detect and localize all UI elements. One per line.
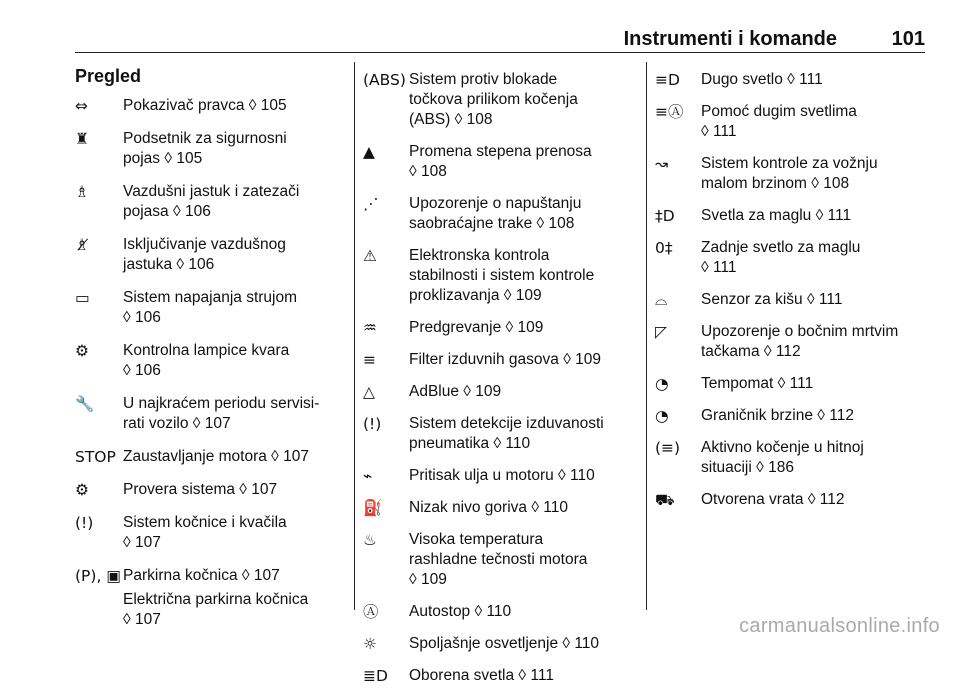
front-fog-light-icon: ‡D xyxy=(655,207,675,225)
indicator-description xyxy=(409,602,511,622)
indicator-entry xyxy=(655,206,898,226)
description-line: Pritisak ulja u motoru ◊ 110 xyxy=(409,467,595,484)
description-line: Autostop ◊ 110 xyxy=(409,603,512,620)
indicator-entry xyxy=(363,194,604,234)
indicator-entry xyxy=(75,129,343,169)
stability-control-icon: ⚠ xyxy=(363,247,377,265)
cruise-control-icon: ↝ xyxy=(655,155,668,173)
description-line: Predgrevanje ◊ 109 xyxy=(409,319,544,336)
description-line: Pomoć dugim svetlima xyxy=(701,103,857,120)
description-line: Tempomat ◊ 111 xyxy=(701,375,814,392)
description-line: Graničnik brzine ◊ 112 xyxy=(701,407,854,424)
indicator-description xyxy=(701,406,854,426)
indicator-entry xyxy=(75,182,343,222)
description-line: Senzor za kišu ◊ 111 xyxy=(701,291,843,308)
description-line: Filter izduvnih gasova ◊ 109 xyxy=(409,351,602,368)
adblue-icon: △ xyxy=(363,383,375,401)
airbag-off-icon: ♗̸ xyxy=(75,236,89,254)
description-line: Sistem protiv blokade xyxy=(409,71,558,88)
indicator-entry xyxy=(655,154,898,194)
indicator-entry xyxy=(655,406,898,426)
description-line: Dugo svetlo ◊ 111 xyxy=(701,71,823,88)
service-wrench-icon: 🔧 xyxy=(75,395,95,413)
tire-pressure-icon: (!) xyxy=(363,415,382,433)
indicator-entry xyxy=(363,70,604,130)
indicator-description xyxy=(701,374,813,394)
rain-sensor-icon: ⌓ xyxy=(655,291,668,309)
entry-list-1 xyxy=(75,96,343,643)
indicator-entry xyxy=(363,530,604,590)
description-line: Pokazivač pravca ◊ 105 xyxy=(123,97,287,114)
tempomat-icon: ◔ xyxy=(655,375,669,393)
rear-fog-light-icon: 0‡ xyxy=(655,239,673,257)
description-line: pneumatika ◊ 110 xyxy=(409,435,531,452)
turn-signal-icon: ⇔ xyxy=(75,97,88,115)
description-line: ◊ 111 xyxy=(701,259,737,276)
description-line: ◊ 107 xyxy=(123,534,161,551)
indicator-entry xyxy=(363,414,604,454)
description-line: (ABS) ◊ 108 xyxy=(409,111,493,128)
indicator-description xyxy=(701,206,851,226)
high-beam-icon: ≡D xyxy=(655,71,680,89)
indicator-description xyxy=(701,238,860,278)
indicator-description xyxy=(701,322,898,362)
column-1 xyxy=(75,62,343,628)
indicator-description xyxy=(409,194,581,234)
lane-departure-icon: ⋰ xyxy=(363,195,379,213)
page-header xyxy=(75,22,925,53)
description-line: Elektronska kontrola xyxy=(409,247,550,264)
description-line: Visoka temperatura xyxy=(409,531,544,548)
exterior-light-icon: ☼ xyxy=(363,635,377,653)
door-open-icon: ⛟ xyxy=(655,491,675,509)
indicator-entry xyxy=(75,394,343,434)
indicator-entry xyxy=(75,447,343,467)
description-line: malom brzinom ◊ 108 xyxy=(701,175,850,192)
indicator-entry xyxy=(363,142,604,182)
indicator-description xyxy=(409,530,587,590)
indicator-entry xyxy=(363,382,604,402)
description-line: Parkirna kočnica ◊ 107 xyxy=(123,567,280,584)
description-line: rati vozilo ◊ 107 xyxy=(123,415,231,432)
indicator-entry xyxy=(363,350,604,370)
description-line: pojasa ◊ 106 xyxy=(123,203,211,220)
battery-icon: ▭ xyxy=(75,289,90,307)
description-line: U najkraćem periodu servisi- xyxy=(123,395,320,412)
indicator-description xyxy=(409,466,595,486)
indicator-entry xyxy=(655,290,898,310)
description-line: Nizak nivo goriva ◊ 110 xyxy=(409,499,569,516)
brake-clutch-icon: (!) xyxy=(75,514,94,532)
indicator-description xyxy=(123,288,297,328)
indicator-entry xyxy=(363,246,604,306)
description-line: Aktivno kočenje u hitnoj xyxy=(701,439,864,456)
indicator-entry xyxy=(75,235,343,275)
indicator-description xyxy=(409,414,604,454)
description-line: Otvorena vrata ◊ 112 xyxy=(701,491,845,508)
description-line: ◊ 106 xyxy=(123,362,161,379)
indicator-description xyxy=(701,154,878,194)
watermark: carmanualsonline.info xyxy=(739,615,940,637)
description-line: Zadnje svetlo za maglu xyxy=(701,239,861,256)
shift-up-icon: ▲ xyxy=(363,143,375,161)
indicator-description xyxy=(701,490,845,510)
description-line: ◊ 111 xyxy=(701,123,737,140)
stop-text-icon: STOP xyxy=(75,448,116,466)
indicator-description xyxy=(123,235,286,275)
indicator-entry xyxy=(655,490,898,510)
page-number: 101 xyxy=(891,28,925,50)
indicator-entry xyxy=(655,102,898,142)
description-line: Provera sistema ◊ 107 xyxy=(123,481,278,498)
indicator-entry xyxy=(655,438,898,478)
electric-parking-brake-note xyxy=(123,590,343,630)
description-line: Upozorenje o bočnim mrtvim xyxy=(701,323,899,340)
indicator-entry xyxy=(75,513,343,553)
entry-list-2 xyxy=(363,70,604,698)
page-title: Instrumenti i komande xyxy=(623,28,837,50)
indicator-description xyxy=(123,96,287,116)
indicator-entry xyxy=(363,666,604,686)
indicator-entry xyxy=(75,96,343,116)
indicator-description xyxy=(409,350,601,370)
indicator-description xyxy=(409,318,543,338)
indicator-entry xyxy=(75,566,343,586)
entry-list-3 xyxy=(655,70,898,522)
description-line: Kontrolna lampice kvara xyxy=(123,342,290,359)
description-line: ◊ 109 xyxy=(409,571,447,588)
description-line: ◊ 108 xyxy=(409,163,447,180)
description-line: Spoljašnje osvetljenje ◊ 110 xyxy=(409,635,600,652)
indicator-entry xyxy=(75,480,343,500)
description-line: Električna parkirna kočnica xyxy=(123,591,309,608)
description-line: Sistem detekcije izduvanosti xyxy=(409,415,604,432)
exhaust-filter-icon: ≡ xyxy=(363,351,376,369)
description-line: Zaustavljanje motora ◊ 107 xyxy=(123,448,310,465)
indicator-description xyxy=(409,382,501,402)
indicator-entry xyxy=(655,238,898,278)
description-line: Isključivanje vazdušnog xyxy=(123,236,286,253)
indicator-entry xyxy=(75,341,343,381)
airbag-icon: ♗ xyxy=(75,183,89,201)
indicator-description xyxy=(409,246,594,306)
indicator-entry xyxy=(75,288,343,328)
indicator-description xyxy=(123,341,289,381)
speed-limiter-icon: ◔ xyxy=(655,407,669,425)
description-line: Sistem kočnice i kvačila xyxy=(123,514,287,531)
indicator-description xyxy=(409,498,568,518)
coolant-temperature-icon: ♨ xyxy=(363,531,377,549)
description-line: rashladne tečnosti motora xyxy=(409,551,588,568)
description-line: Upozorenje o napuštanju xyxy=(409,195,582,212)
parking-brake-icon: (P), ▣ xyxy=(75,567,121,585)
engine-malfunction-icon: ⚙ xyxy=(75,342,89,360)
description-line: situaciji ◊ 186 xyxy=(701,459,794,476)
indicator-description xyxy=(123,182,299,222)
indicator-entry xyxy=(363,498,604,518)
indicator-description xyxy=(409,666,554,686)
description-line: saobraćajne trake ◊ 108 xyxy=(409,215,575,232)
indicator-description xyxy=(123,513,287,553)
indicator-description xyxy=(409,142,592,182)
description-line: ◊ 106 xyxy=(123,309,161,326)
system-check-icon: ⚙ xyxy=(75,481,89,499)
emergency-braking-icon: (≡) xyxy=(655,439,681,457)
abs-icon: (ABS) xyxy=(363,71,406,89)
autostop-icon: Ⓐ xyxy=(363,603,379,621)
fuel-level-icon: ⛽ xyxy=(363,499,383,517)
description-line: jastuka ◊ 106 xyxy=(123,256,215,273)
indicator-description xyxy=(701,290,843,310)
indicator-description xyxy=(123,480,277,500)
seat-belt-reminder-icon: ♜ xyxy=(75,130,89,148)
description-line: Svetla za maglu ◊ 111 xyxy=(701,207,852,224)
description-line: tačkama ◊ 112 xyxy=(701,343,801,360)
indicator-entry xyxy=(363,466,604,486)
description-line: Vazdušni jastuk i zatezači xyxy=(123,183,300,200)
indicator-description xyxy=(123,447,309,467)
column-2 xyxy=(354,62,630,685)
description-line: Promena stepena prenosa xyxy=(409,143,592,160)
column-3 xyxy=(646,62,927,610)
indicator-entry xyxy=(655,322,898,362)
indicator-description xyxy=(123,566,280,586)
indicator-entry xyxy=(655,374,898,394)
description-line: Sistem kontrole za vožnju xyxy=(701,155,878,172)
indicator-entry xyxy=(655,70,898,90)
description-line: proklizavanja ◊ 109 xyxy=(409,287,542,304)
indicator-description xyxy=(409,70,578,130)
description-line: stabilnosti i sistem kontrole xyxy=(409,267,595,284)
description-line: AdBlue ◊ 109 xyxy=(409,383,502,400)
indicator-description xyxy=(123,129,287,169)
description-line: Oborena svetla ◊ 111 xyxy=(409,667,554,684)
indicator-description xyxy=(701,438,864,478)
indicator-description xyxy=(701,102,857,142)
description-line: ◊ 107 xyxy=(123,611,161,628)
description-line: Sistem napajanja strujom xyxy=(123,289,298,306)
indicator-description xyxy=(701,70,823,90)
indicator-description xyxy=(409,634,599,654)
oil-pressure-icon: ⌁ xyxy=(363,467,373,485)
section-title: Pregled xyxy=(75,66,142,86)
description-line: Podsetnik za sigurnosni xyxy=(123,130,287,147)
low-beam-icon: ≣D xyxy=(363,667,388,685)
indicator-entry xyxy=(363,634,604,654)
indicator-entry xyxy=(363,318,604,338)
description-line: pojas ◊ 105 xyxy=(123,150,203,167)
high-beam-assist-icon: ≡Ⓐ xyxy=(655,103,684,121)
indicator-description xyxy=(123,394,319,434)
description-line: točkova prilikom kočenja xyxy=(409,91,578,108)
blind-spot-icon: ◸ xyxy=(655,323,667,341)
preheating-icon: ♒ xyxy=(363,319,377,337)
indicator-entry xyxy=(363,602,604,622)
